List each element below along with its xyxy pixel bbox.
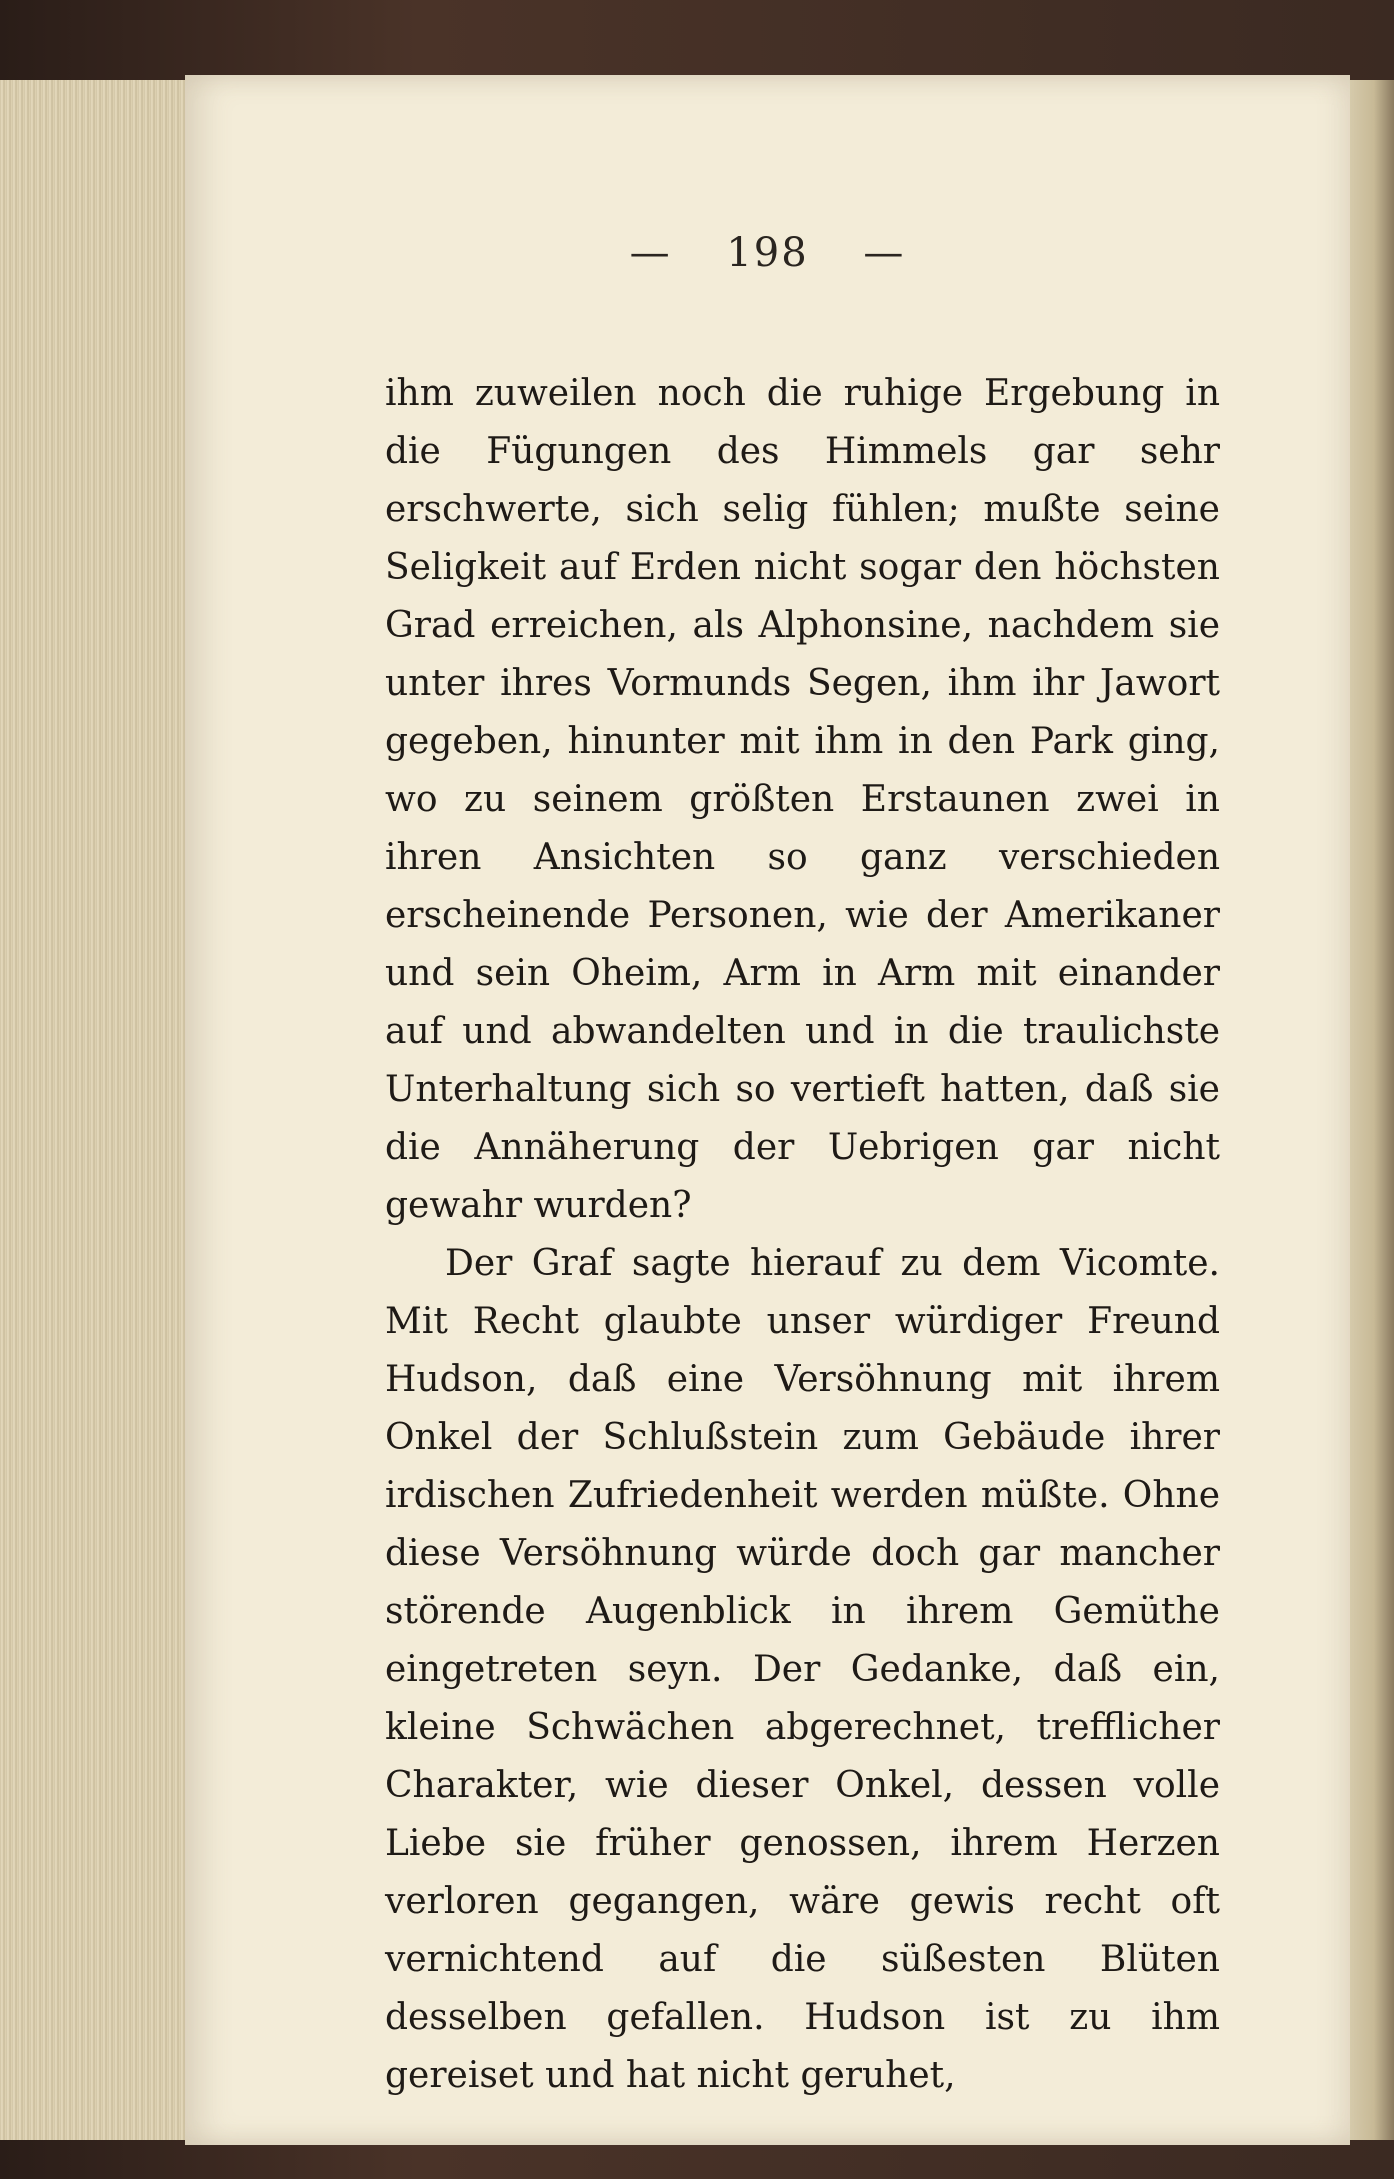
body-text (385, 365, 1220, 2105)
page-edge-right (1344, 80, 1394, 2140)
paragraph-2: Der Graf sagte hierauf zu dem Vicomte. Mit Recht glaubte unser würdiger Freund Hudson, daß eine Versöhnung mit ihrem Onkel der Schlußstein zum Gebäude ihrer irdischen Zufriedenheit werden müßte. Ohne diese Versöhnung würde doch gar mancher störende Augenblick in ihrem Gemüthe eingetreten seyn. Der Gedanke, daß ein, kleine Schwächen abgerechnet, trefflicher Charakter, wie dieser Onkel, dessen volle Liebe sie früher genossen, ihrem Herzen verloren gegangen, wäre gewis recht oft vernichtend auf die süßesten Blüten desselben gefallen. Hudson ist zu ihm gereiset und hat nicht geruhet, (385, 1243, 1220, 2096)
paragraph-1: ihm zuweilen noch die ruhige Ergebung in die Fügungen des Himmels gar sehr erschwerte, sich selig fühlen; mußte seine Seligkeit auf Erden nicht sogar den höchsten Grad erreichen, als Alphonsine, nachdem sie unter ihres Vormunds Segen, ihm ihr Jawort gegeben, hinunter mit ihm in den Park ging, wo zu seinem größten Erstaunen zwei in ihren Ansichten so ganz verschieden erscheinende Personen, wie der Amerikaner und sein Oheim, Arm in Arm mit einander auf und abwandelten und in die traulichste Unterhaltung sich so vertieft hatten, daß sie die Annäherung der Uebrigen gar nicht gewahr wurden? (385, 373, 1220, 1226)
book-page (185, 75, 1350, 2145)
page-number: 198 (726, 230, 809, 276)
page-stack-left (0, 80, 192, 2140)
header-dash-right: — (863, 230, 906, 276)
page-header (185, 230, 1350, 276)
header-dash-left: — (629, 230, 672, 276)
